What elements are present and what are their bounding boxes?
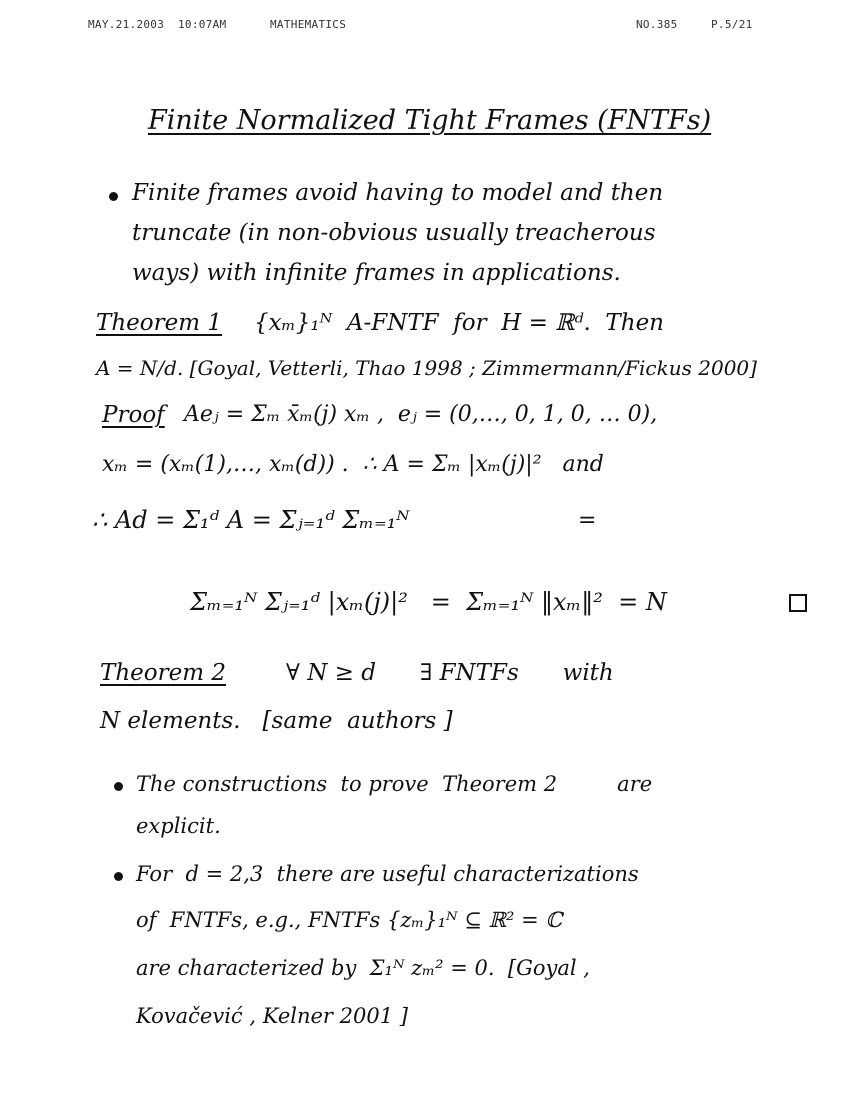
theorem1-citation: A = N/d. [Goyal, Vetterli, Thao 1998 ; Zimmermann/Fickus 2000] <box>96 356 757 380</box>
proof-line3: ∴ Ad = Σ₁ᵈ A = Σⱼ₌₁ᵈ Σₘ₌₁ᴺ <box>92 506 410 534</box>
bullet-dot <box>114 872 123 881</box>
fax-department: MATHEMATICS <box>270 18 347 31</box>
fax-number: NO.385 <box>636 18 678 31</box>
proof-label: Proof <box>102 402 165 428</box>
proof-line2: xₘ = (xₘ(1),…, xₘ(d)) . ∴ A = Σₘ |xₘ(j)|² and <box>102 452 604 477</box>
bullet3-line3: are characterized by Σ₁ᴺ zₘ² = 0. [Goyal , <box>136 956 590 980</box>
qed-box-icon <box>789 594 807 612</box>
theorem2-line2: N elements. [same authors ] <box>100 708 453 734</box>
fax-page-count: P.5/21 <box>711 18 753 31</box>
theorem1-label: Theorem 1 <box>96 310 222 336</box>
bullet2-line2: explicit. <box>136 814 221 838</box>
bullet3-line2: of FNTFs, e.g., FNTFs {zₘ}₁ᴺ ⊆ ℝ² = ℂ <box>136 908 563 932</box>
proof-line3-equals: = <box>578 508 597 533</box>
bullet1-line1: Finite frames avoid having to model and then <box>132 180 664 206</box>
bullet3-line4: Kovačević , Kelner 2001 ] <box>136 1004 408 1028</box>
theorem2-statement: ∀ N ≥ d ∃ FNTFs with <box>286 660 614 686</box>
bullet-dot <box>109 192 118 201</box>
theorem1-statement: {xₘ}₁ᴺ A-FNTF for H = ℝᵈ. Then <box>254 310 664 336</box>
bullet2-line1: The constructions to prove Theorem 2 are <box>136 772 653 796</box>
fax-header <box>0 18 851 38</box>
bullet3-line1: For d = 2,3 there are useful characterizations <box>136 862 639 886</box>
fax-timestamp: MAY.21.2003 10:07AM <box>88 18 227 31</box>
bullet1-line3: ways) with infinite frames in applications. <box>132 260 621 286</box>
proof-line1: Aeⱼ = Σₘ x̄ₘ(j) xₘ , eⱼ = (0,…, 0, 1, 0, … 0), <box>184 402 658 427</box>
bullet-dot <box>114 782 123 791</box>
bullet1-line2: truncate (in non-obvious usually treacherous <box>132 220 656 246</box>
page-title: Finite Normalized Tight Frames (FNTFs) <box>148 105 712 136</box>
theorem2-label: Theorem 2 <box>100 660 226 686</box>
proof-line4: Σₘ₌₁ᴺ Σⱼ₌₁ᵈ |xₘ(j)|² = Σₘ₌₁ᴺ ‖xₘ‖² = N <box>190 588 667 616</box>
